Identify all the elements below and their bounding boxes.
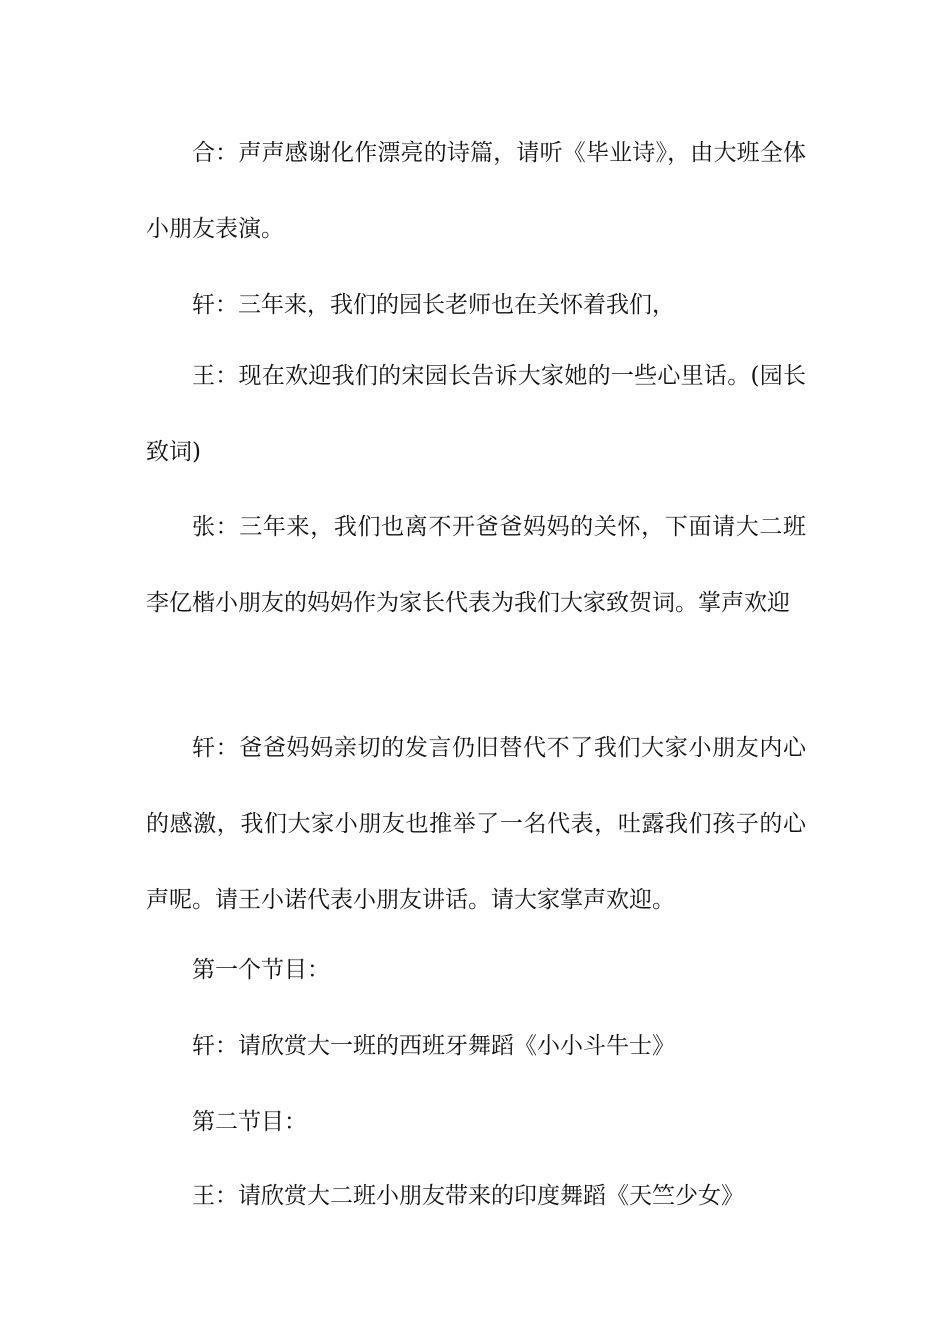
- paragraph-8: 第二节目：: [192, 1109, 307, 1135]
- paragraph-6: 第一个节目：: [192, 957, 330, 983]
- paragraph-7: 轩：请欣赏大一班的西班牙舞蹈《小小斗牛士》: [192, 1033, 675, 1059]
- paragraph-9: 王：请欣赏大二班小朋友带来的印度舞蹈《天竺少女》: [192, 1183, 744, 1209]
- paragraph-2: 轩：三年来，我们的园长老师也在关怀着我们，: [192, 292, 675, 318]
- paragraph-1: 合：声声感谢化作漂亮的诗篇，请听《毕业诗》，由大班全体小朋友表演。: [146, 140, 806, 242]
- paragraph-3: 王：现在欢迎我们的宋园长告诉大家她的一些心里话。(园长致词): [146, 363, 806, 465]
- paragraph-5: 轩：爸爸妈妈亲切的发言仍旧替代不了我们大家小朋友内心的感激，我们大家小朋友也推举了一名代表，吐露我们孩子的心声呢。请王小诺代表小朋友讲话。请大家掌声欢迎。: [146, 735, 806, 913]
- paragraph-4: 张：三年来，我们也离不开爸爸妈妈的关怀，下面请大二班李亿楷小朋友的妈妈作为家长代表为我们大家致贺词。掌声欢迎: [146, 514, 806, 616]
